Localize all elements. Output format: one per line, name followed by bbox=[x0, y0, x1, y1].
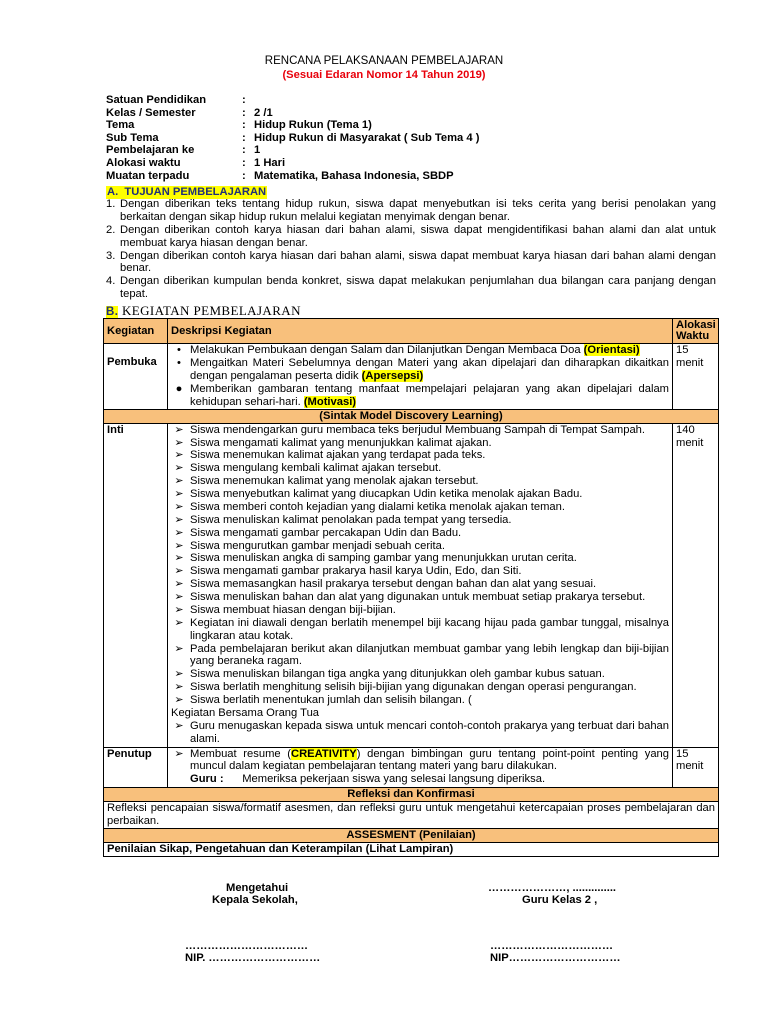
item-text: Siswa mendengarkan guru membaca teks berjudul Membuang Sampah di Tempat Sampah. bbox=[190, 423, 646, 436]
info-label: Pembelajaran ke bbox=[106, 144, 195, 157]
guru-text: Memeriksa pekerjaan siswa yang selesai langsung diperiksa. bbox=[242, 773, 546, 786]
refleksi-text: Refleksi pencapaian siswa/formatif asesmen, dan refleksi guru untuk mengetahui ketercapaian proses pembelajaran dan perbaikan. bbox=[104, 802, 719, 829]
penutup-time: 15 menit bbox=[673, 747, 719, 788]
pembuka-desc bbox=[168, 344, 673, 409]
info-row bbox=[106, 107, 479, 120]
list-item bbox=[168, 424, 669, 437]
list-item bbox=[168, 604, 669, 617]
list-item bbox=[168, 591, 669, 604]
item-text: Dengan diberikan kumpulan benda konkret, siswa dapat melakukan penjumlahan dua bilangan cara panjang dengan tepat. bbox=[120, 275, 716, 301]
tag-creativity: CREATIVITY bbox=[291, 747, 357, 760]
list-item bbox=[168, 501, 669, 514]
item-text: Dengan diberikan contoh karya hiasan dari bahan alami, siswa dapat membuat karya hiasan dari bahan alami dengan benar. bbox=[120, 249, 716, 275]
table-row bbox=[104, 802, 719, 829]
section-a-heading bbox=[106, 186, 267, 199]
assesment-band: ASSESMENT (Penilaian) bbox=[104, 828, 719, 842]
list-item bbox=[168, 681, 669, 694]
list-item bbox=[168, 720, 669, 746]
arrow-icon: ➢ bbox=[174, 462, 184, 475]
info-value: Hidup Rukun (Tema 1) bbox=[254, 119, 372, 132]
list-item bbox=[168, 437, 669, 450]
list-item bbox=[168, 643, 669, 669]
list-item bbox=[168, 694, 669, 707]
arrow-icon: ➢ bbox=[174, 436, 184, 449]
sintak-band: (Sintak Model Discovery Learning) bbox=[104, 409, 719, 423]
info-row bbox=[106, 157, 479, 170]
info-colon: : bbox=[242, 94, 246, 106]
info-label: Kelas / Semester bbox=[106, 106, 196, 119]
list-item bbox=[168, 475, 669, 488]
info-row bbox=[106, 170, 479, 183]
list-item bbox=[168, 462, 669, 475]
info-label: Sub Tema bbox=[106, 131, 159, 144]
item-text: Membuat resume ( bbox=[190, 747, 292, 760]
table-row bbox=[104, 747, 719, 788]
arrow-icon: ➢ bbox=[174, 642, 184, 655]
table-row bbox=[104, 423, 719, 747]
info-label: Satuan Pendidikan bbox=[106, 94, 207, 106]
list-item bbox=[106, 224, 716, 250]
sign-right-line1: …………………, .............. bbox=[488, 882, 617, 894]
list-item bbox=[168, 527, 669, 540]
list-item bbox=[168, 514, 669, 527]
item-text: Dengan diberikan teks tentang hidup rukun, siswa dapat menyebutkan isi teks cerita yang berisi penolakan yang berkaitan dengan sikap hidup rukun melalui kegiatan menyimak dengan benar. bbox=[120, 198, 716, 223]
item-text: Siswa mengulang kembali kalimat ajakan tersebut. bbox=[190, 462, 442, 475]
item-text: Siswa memberi contoh kejadian yang dialami ketika menolak ajakan teman. bbox=[190, 500, 565, 513]
guru-label: Guru : bbox=[190, 773, 224, 786]
sign-left-name: …………………………… bbox=[185, 940, 309, 952]
item-text: Siswa menemukan kalimat yang menolak ajakan tersebut. bbox=[190, 475, 479, 488]
arrow-icon: ➢ bbox=[174, 681, 184, 694]
identity-block bbox=[106, 94, 479, 182]
info-value: 1 Hari bbox=[254, 156, 286, 169]
refleksi-band: Refleksi dan Konfirmasi bbox=[104, 788, 719, 802]
arrow-icon: ➢ bbox=[174, 423, 184, 436]
item-text: Siswa menemukan kalimat ajakan yang terdapat pada teks. bbox=[190, 449, 486, 462]
arrow-icon: ➢ bbox=[174, 616, 184, 629]
item-text: Siswa mengurutkan gambar menjadi sebuah cerita. bbox=[190, 539, 445, 552]
header-alokasi: Alokasi Waktu bbox=[673, 319, 719, 344]
list-item bbox=[168, 748, 669, 774]
arrow-icon: ➢ bbox=[174, 488, 184, 501]
info-colon: : bbox=[242, 131, 246, 144]
arrow-icon: ➢ bbox=[174, 552, 184, 565]
arrow-icon: ➢ bbox=[174, 526, 184, 539]
arrow-icon: ➢ bbox=[174, 694, 184, 707]
inti-list bbox=[168, 424, 669, 707]
arrow-icon: ➢ bbox=[174, 500, 184, 513]
list-item bbox=[106, 250, 716, 276]
sign-right-name: …………………………… bbox=[490, 940, 614, 952]
penutup-desc bbox=[168, 747, 673, 788]
list-item bbox=[168, 617, 669, 643]
item-text: Siswa berlatih menghitung selisih biji-bijian yang digunakan dengan operasi pengurangan. bbox=[190, 681, 637, 694]
arrow-icon: ➢ bbox=[174, 591, 184, 604]
info-value: 1 bbox=[254, 144, 261, 157]
table-row bbox=[104, 842, 719, 856]
document-title: RENCANA PELAKSANAAN PEMBELAJARAN bbox=[264, 55, 504, 67]
table-row bbox=[104, 344, 719, 409]
list-item bbox=[168, 383, 669, 409]
info-row bbox=[106, 132, 479, 145]
arrow-icon: ➢ bbox=[174, 513, 184, 526]
sign-left-line2: Kepala Sekolah, bbox=[212, 894, 298, 906]
section-a-title: TUJUAN PEMBELAJARAN bbox=[124, 186, 267, 198]
list-item bbox=[168, 449, 669, 462]
info-colon: : bbox=[242, 119, 246, 132]
info-colon: : bbox=[242, 106, 246, 119]
item-text: Siswa membuat hiasan dengan biji-bijian. bbox=[190, 603, 396, 616]
table-header-row bbox=[104, 319, 719, 344]
list-item bbox=[168, 668, 669, 681]
assesment-text: Penilaian Sikap, Pengetahuan dan Keterampilan (Lihat Lampiran) bbox=[104, 842, 719, 856]
sign-right-line2: Guru Kelas 2 , bbox=[522, 894, 598, 906]
activities-table bbox=[103, 318, 719, 857]
sign-left-nip: NIP. ………………………… bbox=[185, 952, 321, 964]
info-colon: : bbox=[242, 144, 246, 157]
item-text: Dengan diberikan contoh karya hiasan dari bahan alami, siswa dapat mengidentifikasi bahan alami dan alat untuk membuat karya hiasan dengan benar. bbox=[120, 223, 716, 249]
arrow-icon: ➢ bbox=[174, 539, 184, 552]
item-text: Siswa mengamati kalimat yang menunjukkan kalimat ajakan. bbox=[190, 436, 492, 449]
tag-motivasi: (Motivasi) bbox=[303, 395, 357, 408]
list-item bbox=[168, 565, 669, 578]
item-text: Kegiatan ini diawali dengan berlatih menempel biji kacang hijau pada gambar tunggal, misalnya lingkaran atau kotak. bbox=[190, 616, 669, 642]
arrow-icon: ➢ bbox=[174, 747, 184, 760]
inti-label: Inti bbox=[104, 423, 168, 747]
arrow-icon: ➢ bbox=[174, 719, 184, 732]
ortu-label: Kegiatan Bersama Orang Tua bbox=[171, 706, 320, 719]
info-row bbox=[106, 94, 479, 107]
section-b-title: KEGIATAN PEMBELAJARAN bbox=[121, 303, 301, 318]
list-item bbox=[168, 552, 669, 565]
item-text: Guru menugaskan kepada siswa untuk mencari contoh-contoh prakarya yang terbuat dari bahan alami. bbox=[190, 719, 669, 745]
list-item bbox=[106, 275, 716, 301]
info-value: Matematika, Bahasa Indonesia, SBDP bbox=[254, 169, 454, 182]
item-text: Siswa berlatih menentukan jumlah dan selisih bilangan. ( bbox=[190, 694, 472, 707]
arrow-icon: ➢ bbox=[174, 475, 184, 488]
item-number: 3. bbox=[106, 249, 116, 262]
inti-desc bbox=[168, 423, 673, 747]
info-colon: : bbox=[242, 169, 246, 182]
item-text: Siswa menuliskan bahan dan alat yang digunakan untuk membuat setiap prakarya tersebut. bbox=[190, 591, 646, 604]
section-b-heading bbox=[106, 304, 301, 319]
info-label: Muatan terpadu bbox=[106, 169, 190, 182]
item-text: Siswa menyebutkan kalimat yang diucapkan Udin ketika menolak ajakan Badu. bbox=[190, 488, 583, 501]
arrow-icon: ➢ bbox=[174, 578, 184, 591]
info-value: Hidup Rukun di Masyarakat ( Sub Tema 4 ) bbox=[254, 131, 480, 144]
item-text: Mengaitkan Materi Sebelumnya dengan Materi yang akan dipelajari dan diharapkan dikaitkan dengan pengalaman peserta didik bbox=[190, 357, 669, 383]
guru-line bbox=[168, 773, 669, 786]
item-text: Siswa menuliskan kalimat penolakan pada tempat yang tersedia. bbox=[190, 513, 512, 526]
header-kegiatan: Kegiatan bbox=[104, 319, 168, 344]
info-label: Alokasi waktu bbox=[106, 156, 181, 169]
table-row bbox=[104, 788, 719, 802]
item-text: Siswa mengamati gambar percakapan Udin dan Badu. bbox=[190, 526, 462, 539]
item-text: ) dengan bimbingan guru tentang point-point penting yang muncul dalam kegiatan pembelajaran tentang materi yang baru dilakukan. bbox=[190, 747, 669, 773]
info-row bbox=[106, 119, 479, 132]
list-item bbox=[168, 488, 669, 501]
sign-left-line1: Mengetahui bbox=[226, 882, 289, 894]
pembuka-label: Pembuka bbox=[104, 344, 168, 409]
tag-apersepsi: (Apersepsi) bbox=[361, 370, 424, 383]
item-text: Siswa menuliskan angka di samping gambar yang menunjukkan urutan cerita. bbox=[190, 552, 577, 565]
pembuka-time: 15 menit bbox=[673, 344, 719, 409]
item-text: Siswa menuliskan bilangan tiga angka yang ditunjukkan oleh gambar kubus satuan. bbox=[190, 668, 605, 681]
info-colon: : bbox=[242, 156, 246, 169]
item-number: 2. bbox=[106, 223, 116, 236]
item-text: Pada pembelajaran berikut akan dilanjutkan membuat gambar yang lebih lengkap dan biji-bijian yang beraneka ragam. bbox=[190, 642, 669, 668]
document-subtitle: (Sesuai Edaran Nomor 14 Tahun 2019) bbox=[282, 69, 486, 81]
info-label: Tema bbox=[106, 119, 135, 132]
bullet: • bbox=[177, 357, 181, 370]
info-value: 2 /1 bbox=[254, 106, 273, 119]
list-item bbox=[168, 540, 669, 553]
objectives-list bbox=[106, 198, 716, 301]
item-number: 1. bbox=[106, 198, 116, 210]
item-text: Melakukan Pembukaan dengan Salam dan Dilanjutkan Dengan Membaca Doa bbox=[190, 344, 584, 357]
arrow-icon: ➢ bbox=[174, 603, 184, 616]
table-row bbox=[104, 409, 719, 423]
list-item bbox=[168, 357, 669, 383]
penutup-label: Penutup bbox=[104, 747, 168, 788]
arrow-icon: ➢ bbox=[174, 565, 184, 578]
header-deskripsi: Deskripsi Kegiatan bbox=[168, 319, 673, 344]
table-row bbox=[104, 828, 719, 842]
section-b-letter: B. bbox=[106, 306, 119, 318]
tag-orientasi: (Orientasi) bbox=[583, 344, 640, 357]
item-number: 4. bbox=[106, 275, 116, 288]
list-item bbox=[168, 344, 669, 357]
list-item bbox=[106, 198, 716, 224]
bullet: ● bbox=[175, 383, 183, 396]
arrow-icon: ➢ bbox=[174, 668, 184, 681]
inti-time: 140 menit bbox=[673, 423, 719, 747]
section-a-letter: A. bbox=[107, 186, 119, 198]
item-text: Siswa mengamati gambar prakarya hasil karya Udin, Edo, dan Siti. bbox=[190, 565, 522, 578]
item-text: Siswa memasangkan hasil prakarya tersebut dengan bahan dan alat yang sesuai. bbox=[190, 578, 597, 591]
arrow-icon: ➢ bbox=[174, 449, 184, 462]
bullet: • bbox=[177, 344, 181, 357]
item-text: Memberikan gambaran tentang manfaat mempelajari pelajaran yang akan dipelajari dalam kehidupan sehari-hari. bbox=[190, 383, 669, 408]
list-item bbox=[168, 578, 669, 591]
sign-right-nip: NIP………………………… bbox=[490, 952, 621, 964]
info-row bbox=[106, 144, 479, 157]
